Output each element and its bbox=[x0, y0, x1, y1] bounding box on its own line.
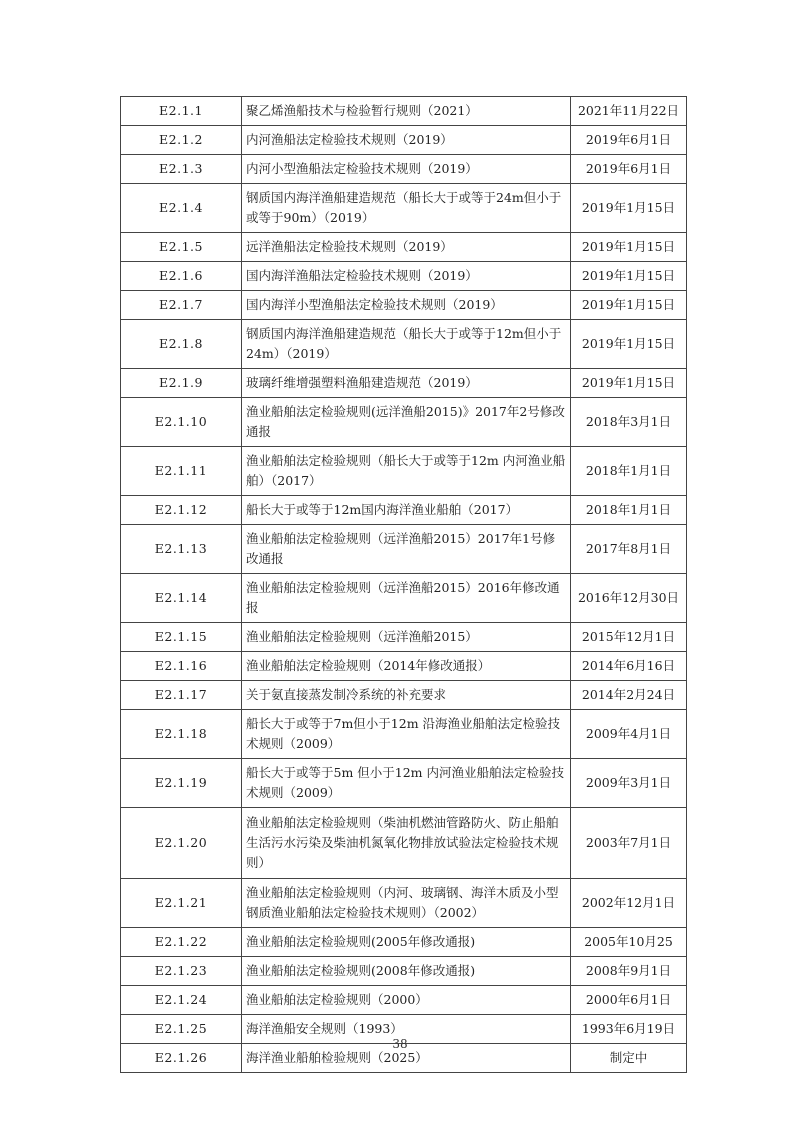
table-row bbox=[121, 97, 687, 126]
standard-code-cell: E2.1.18 bbox=[121, 710, 242, 759]
standard-title-cell: 钢质国内海洋渔船建造规范（船长大于或等于12m但小于24m）（2019） bbox=[242, 320, 571, 369]
effective-date-cell: 2000年6月1日 bbox=[571, 986, 687, 1015]
standard-code-cell: E2.1.19 bbox=[121, 759, 242, 808]
table-row bbox=[121, 233, 687, 262]
effective-date-cell: 2019年1月15日 bbox=[571, 233, 687, 262]
standard-code-cell: E2.1.9 bbox=[121, 369, 242, 398]
standard-code-cell: E2.1.26 bbox=[121, 1044, 242, 1073]
standard-title-cell: 关于氨直接蒸发制冷系统的补充要求 bbox=[242, 681, 571, 710]
standard-code-cell: E2.1.11 bbox=[121, 447, 242, 496]
standard-title-cell: 内河小型渔船法定检验技术规则（2019） bbox=[242, 155, 571, 184]
standard-code-cell: E2.1.5 bbox=[121, 233, 242, 262]
standard-code-cell: E2.1.22 bbox=[121, 928, 242, 957]
effective-date-cell: 2021年11月22日 bbox=[571, 97, 687, 126]
effective-date-cell: 2008年9月1日 bbox=[571, 957, 687, 986]
standard-code-cell: E2.1.2 bbox=[121, 126, 242, 155]
standard-title-cell: 海洋渔船安全规则（1993） bbox=[242, 1015, 571, 1044]
table-row bbox=[121, 879, 687, 928]
standard-title-cell: 玻璃纤维增强塑料渔船建造规范（2019） bbox=[242, 369, 571, 398]
standard-code-cell: E2.1.20 bbox=[121, 808, 242, 879]
table-row bbox=[121, 808, 687, 879]
standard-code-cell: E2.1.15 bbox=[121, 623, 242, 652]
effective-date-cell: 2019年1月15日 bbox=[571, 320, 687, 369]
standard-code-cell: E2.1.14 bbox=[121, 574, 242, 623]
effective-date-cell: 2018年3月1日 bbox=[571, 398, 687, 447]
standard-code-cell: E2.1.4 bbox=[121, 184, 242, 233]
table-row bbox=[121, 986, 687, 1015]
effective-date-cell: 2014年2月24日 bbox=[571, 681, 687, 710]
standard-title-cell: 钢质国内海洋渔船建造规范（船长大于或等于24m但小于或等于90m）（2019） bbox=[242, 184, 571, 233]
effective-date-cell: 2019年1月15日 bbox=[571, 262, 687, 291]
standard-code-cell: E2.1.12 bbox=[121, 496, 242, 525]
table-row bbox=[121, 369, 687, 398]
standard-title-cell: 渔业船舶法定检验规则（柴油机燃油管路防火、防止船舶生活污水污染及柴油机氮氧化物排放试验法定检验技术规则） bbox=[242, 808, 571, 879]
standard-code-cell: E2.1.24 bbox=[121, 986, 242, 1015]
standard-title-cell: 渔业船舶法定检验规则（船长大于或等于12m 内河渔业船舶）（2017） bbox=[242, 447, 571, 496]
effective-date-cell: 制定中 bbox=[571, 1044, 687, 1073]
table-row bbox=[121, 291, 687, 320]
standard-code-cell: E2.1.1 bbox=[121, 97, 242, 126]
standard-title-cell: 聚乙烯渔船技术与检验暂行规则（2021） bbox=[242, 97, 571, 126]
table-row bbox=[121, 574, 687, 623]
table-row bbox=[121, 496, 687, 525]
effective-date-cell: 2016年12月30日 bbox=[571, 574, 687, 623]
table-row bbox=[121, 262, 687, 291]
standard-code-cell: E2.1.6 bbox=[121, 262, 242, 291]
table-row bbox=[121, 759, 687, 808]
standards-table bbox=[120, 96, 687, 1073]
standard-title-cell: 渔业船舶法定检验规则（远洋渔船2015）2017年1号修改通报 bbox=[242, 525, 571, 574]
effective-date-cell: 2019年1月15日 bbox=[571, 291, 687, 320]
standard-title-cell: 渔业船舶法定检验规则(2005年修改通报) bbox=[242, 928, 571, 957]
effective-date-cell: 2017年8月1日 bbox=[571, 525, 687, 574]
standard-title-cell: 内河渔船法定检验技术规则（2019） bbox=[242, 126, 571, 155]
table-row bbox=[121, 398, 687, 447]
table-row bbox=[121, 126, 687, 155]
standard-code-cell: E2.1.25 bbox=[121, 1015, 242, 1044]
standard-title-cell: 渔业船舶法定检验规则（2014年修改通报） bbox=[242, 652, 571, 681]
effective-date-cell: 2005年10月25 bbox=[571, 928, 687, 957]
table-row bbox=[121, 957, 687, 986]
standard-title-cell: 海洋渔业船舶检验规则（2025） bbox=[242, 1044, 571, 1073]
effective-date-cell: 2019年1月15日 bbox=[571, 369, 687, 398]
standard-title-cell: 船长大于或等于12m国内海洋渔业船舶（2017） bbox=[242, 496, 571, 525]
standard-title-cell: 渔业船舶法定检验规则(远洋渔船2015)》2017年2号修改通报 bbox=[242, 398, 571, 447]
effective-date-cell: 2018年1月1日 bbox=[571, 496, 687, 525]
table-row bbox=[121, 184, 687, 233]
effective-date-cell: 2009年4月1日 bbox=[571, 710, 687, 759]
standard-code-cell: E2.1.10 bbox=[121, 398, 242, 447]
standard-title-cell: 国内海洋渔船法定检验技术规则（2019） bbox=[242, 262, 571, 291]
standard-title-cell: 渔业船舶法定检验规则（远洋渔船2015） bbox=[242, 623, 571, 652]
effective-date-cell: 2018年1月1日 bbox=[571, 447, 687, 496]
effective-date-cell: 2019年1月15日 bbox=[571, 184, 687, 233]
standard-title-cell: 远洋渔船法定检验技术规则（2019） bbox=[242, 233, 571, 262]
effective-date-cell: 2014年6月16日 bbox=[571, 652, 687, 681]
standard-title-cell: 渔业船舶法定检验规则(2008年修改通报) bbox=[242, 957, 571, 986]
table-row bbox=[121, 155, 687, 184]
effective-date-cell: 2009年3月1日 bbox=[571, 759, 687, 808]
table-row bbox=[121, 447, 687, 496]
standard-title-cell: 船长大于或等于5m 但小于12m 内河渔业船舶法定检验技术规则（2009） bbox=[242, 759, 571, 808]
effective-date-cell: 2002年12月1日 bbox=[571, 879, 687, 928]
page-number: 38 bbox=[392, 1037, 408, 1051]
table-row bbox=[121, 623, 687, 652]
effective-date-cell: 2019年6月1日 bbox=[571, 126, 687, 155]
standard-code-cell: E2.1.23 bbox=[121, 957, 242, 986]
effective-date-cell: 2019年6月1日 bbox=[571, 155, 687, 184]
standard-title-cell: 渔业船舶法定检验规则（2000） bbox=[242, 986, 571, 1015]
effective-date-cell: 2003年7月1日 bbox=[571, 808, 687, 879]
table-row bbox=[121, 681, 687, 710]
effective-date-cell: 1993年6月19日 bbox=[571, 1015, 687, 1044]
standard-code-cell: E2.1.8 bbox=[121, 320, 242, 369]
standards-table-body bbox=[121, 97, 687, 1073]
standard-title-cell: 国内海洋小型渔船法定检验技术规则（2019） bbox=[242, 291, 571, 320]
standard-title-cell: 渔业船舶法定检验规则（内河、玻璃钢、海洋木质及小型钢质渔业船舶法定检验技术规则）（2002） bbox=[242, 879, 571, 928]
table-row bbox=[121, 652, 687, 681]
standard-code-cell: E2.1.13 bbox=[121, 525, 242, 574]
standard-code-cell: E2.1.17 bbox=[121, 681, 242, 710]
table-row bbox=[121, 928, 687, 957]
standard-code-cell: E2.1.21 bbox=[121, 879, 242, 928]
standard-code-cell: E2.1.7 bbox=[121, 291, 242, 320]
standard-code-cell: E2.1.16 bbox=[121, 652, 242, 681]
standard-title-cell: 渔业船舶法定检验规则（远洋渔船2015）2016年修改通报 bbox=[242, 574, 571, 623]
table-row bbox=[121, 320, 687, 369]
standard-title-cell: 船长大于或等于7m但小于12m 沿海渔业船舶法定检验技术规则（2009） bbox=[242, 710, 571, 759]
table-row bbox=[121, 710, 687, 759]
standard-code-cell: E2.1.3 bbox=[121, 155, 242, 184]
table-row bbox=[121, 525, 687, 574]
effective-date-cell: 2015年12月1日 bbox=[571, 623, 687, 652]
